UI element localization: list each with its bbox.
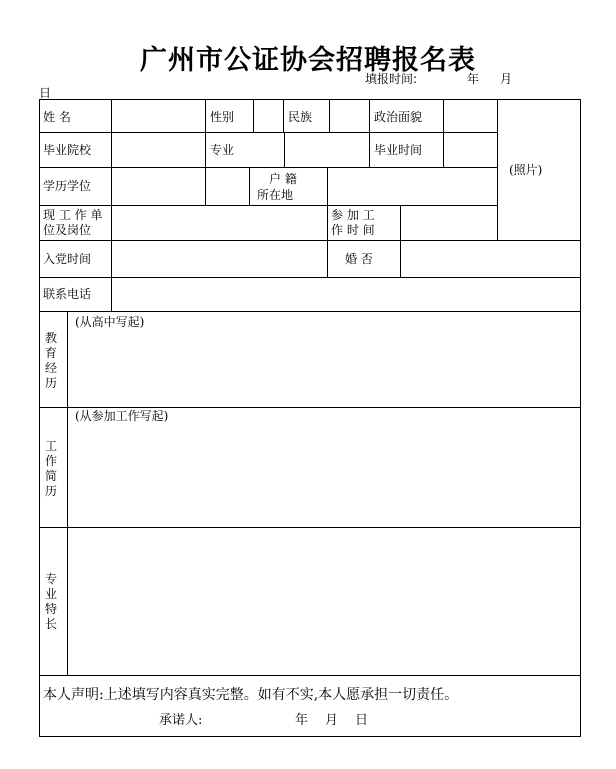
work-history-note: (从参加工作写起)	[75, 409, 169, 423]
gender-label: 性别	[210, 110, 235, 124]
promiser-label: 承诺人:	[159, 713, 203, 728]
education-note: (从高中写起)	[75, 315, 145, 329]
fill-time-label: 填报时间:	[365, 72, 418, 86]
fill-month-label: 月	[500, 72, 513, 86]
photo-label: (照片)	[509, 163, 543, 177]
degree-label: 学历学位	[43, 179, 92, 193]
hukou-label-line1: 户 籍	[269, 172, 297, 186]
hukou-label-line2: 所在地	[257, 188, 294, 202]
declaration-text: 本人声明:上述填写内容真实完整。如有不实,本人愿承担一切责任。	[43, 687, 459, 703]
col-line	[253, 99, 254, 133]
row-line	[39, 277, 581, 278]
work-unit-label-line2: 位及岗位	[43, 223, 92, 237]
registration-form	[39, 99, 581, 737]
work-unit-label-line1: 现 工 作 单	[43, 208, 103, 222]
col-line	[111, 99, 112, 311]
row-line	[39, 527, 581, 528]
row-line	[39, 205, 497, 206]
school-label: 毕业院校	[43, 143, 92, 157]
col-line	[443, 99, 444, 167]
row-line	[39, 311, 581, 312]
col-line	[283, 99, 284, 133]
fill-year-label: 年	[467, 72, 480, 86]
col-line	[400, 205, 401, 277]
row-line	[39, 675, 581, 676]
specialty-label: 专业特长	[44, 572, 57, 631]
marital-status-label: 婚 否	[345, 252, 373, 266]
col-line	[369, 99, 370, 167]
row-line	[39, 167, 497, 168]
work-history-label: 工作简历	[44, 439, 57, 498]
fill-day-label: 日	[39, 86, 52, 100]
signature-day-label: 日	[355, 713, 369, 728]
col-line	[205, 99, 206, 205]
work-start-label-line1: 参 加 工	[331, 208, 375, 222]
graduation-time-label: 毕业时间	[374, 143, 423, 157]
name-label: 姓 名	[43, 110, 71, 124]
col-line	[249, 167, 250, 205]
political-status-label: 政治面貌	[374, 110, 423, 124]
education-label: 教育经历	[44, 331, 57, 390]
col-line	[327, 167, 328, 205]
col-line	[497, 99, 498, 240]
phone-label: 联系电话	[43, 287, 92, 301]
signature-year-label: 年	[295, 713, 309, 728]
page-title: 广州市公证协会招聘报名表	[140, 45, 476, 76]
col-line	[67, 311, 68, 675]
ethnicity-label: 民族	[288, 110, 313, 124]
signature-month-label: 月	[325, 713, 339, 728]
col-line	[329, 99, 330, 133]
col-line	[284, 133, 285, 167]
row-line	[39, 240, 581, 241]
party-time-label: 入党时间	[43, 252, 92, 266]
row-line	[39, 132, 497, 133]
work-start-label-line2: 作 时 间	[331, 223, 375, 237]
col-line	[327, 205, 328, 277]
major-label: 专业	[210, 143, 235, 157]
